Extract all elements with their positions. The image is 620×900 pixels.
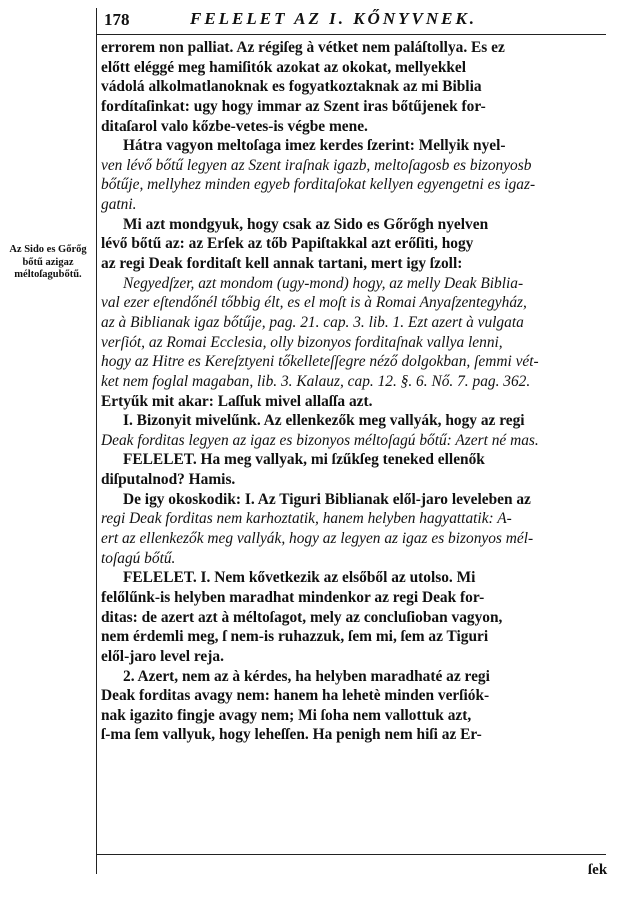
vertical-rule xyxy=(96,8,97,874)
text-line: lévő bőtű az: az Erſek az tőb Papiſtakkal azt erőſiti, hogy xyxy=(101,235,474,253)
text-line: gatni. xyxy=(101,196,137,214)
footer-rule xyxy=(96,854,606,855)
text-line: nak igazito fingje avagy nem; Mi ſoha nem vallottuk azt, xyxy=(101,706,472,724)
text-line: nem érdemli meg, ſ nem-is ruhazzuk, ſem mi, ſem az Tiguri xyxy=(101,628,489,646)
text-line: ket nem foglal magaban, lib. 3. Kalauz, cap. 12. §. 6. Nő. 7. pag. 362. xyxy=(101,372,531,390)
running-title: FELELET AZ I. KŐNYVNEK. xyxy=(190,9,478,28)
text-line: val ezer eſtendőnél tőbbig élt, es el moſt is à Romai Anyaſzentegyház, xyxy=(101,294,527,312)
catchword: ſek xyxy=(588,862,608,878)
margin-note: Az Sido es Gőrőg bőtű azigaz méltoſagubőtű. xyxy=(9,244,87,280)
text-line: fordítaſinkat: ugy hogy immar az Szent iras bőtűjenek for- xyxy=(101,97,486,115)
text-line: Negyedſzer, azt mondom (ugy-mond) hogy, az melly Deak Biblia- xyxy=(123,274,524,292)
text-line: ert az ellenkezők meg vallyák, hogy az legyen az igaz es bizonyos mél- xyxy=(101,530,534,548)
text-line: 2. Azert, nem az à kérdes, ha helyben maradhaté az regi xyxy=(123,667,490,685)
text-line: az à Biblianak igaz bőtűje, pag. 21. cap. 3. lib. 1. Ezt azert à vulgata xyxy=(101,313,524,331)
text-line: toſagú bőtű. xyxy=(101,549,176,567)
text-line: ſ-ma ſem vallyuk, hogy leheſſen. Ha penigh nem hiſi az Er- xyxy=(101,726,482,744)
text-line: FELELET. Ha meg vallyak, mi ſzűkſeg teneked ellenők xyxy=(123,451,485,469)
text-line: felőlűnk-is helyben maradhat mindenkor az regi Deak for- xyxy=(101,588,485,606)
text-line: errorem non palliat. Az régiſeg à vétket nem paláſtollya. Es ez xyxy=(101,39,505,56)
text-line: hogy az Hitre es Kereſztyeni tőkelleteſſegre néző dolgokban, ſemmi vét- xyxy=(101,353,539,371)
text-line: ditas: de azert azt à méltoſagot, mely az concluſioban vagyon, xyxy=(101,608,503,626)
header-rule xyxy=(96,34,606,35)
text-line: diſputalnod? Hamis. xyxy=(101,471,236,489)
text-line: elől-jaro level reja. xyxy=(101,647,224,665)
text-line: Mi azt mondgyuk, hogy csak az Sido es Gőrőgh nyelven xyxy=(123,215,489,233)
text-line: Hátra vagyon meltoſaga imez kerdes ſzerint: Mellyik nyel- xyxy=(123,137,506,155)
text-line: vádolá alkolmatlanoknak es fogyatkoztaknak az mi Biblia xyxy=(101,78,482,96)
text-line: előtt eléggé meg hamiſitók azokat az okokat, mellyekkel xyxy=(101,58,467,76)
text-line: De igy okoskodik: I. Az Tiguri Biblianak elől-jaro leveleben az xyxy=(123,490,531,508)
text-line: verſiót, az Romai Ecclesia, olly bizonyos forditaſnak vallya lenni, xyxy=(101,333,503,351)
text-line: regi Deak forditas nem karhoztatik, hanem helyben hagyattatik: A- xyxy=(101,510,512,528)
text-line: ditaſarol valo kőzbe-vetes-is végbe mene. xyxy=(101,117,368,135)
text-line: I. Bizonyit mivelűnk. Az ellenkezők meg vallyák, hogy az regi xyxy=(123,412,525,430)
text-line: FELELET. I. Nem kővetkezik az elsőből az utolso. Mi xyxy=(123,569,476,587)
text-line: Deak forditas legyen az igaz es bizonyos méltoſagú bőtű: Azert né mas. xyxy=(101,431,539,449)
body-text xyxy=(101,38,611,852)
text-line: Deak forditas avagy nem: hanem ha lehetè minden verſiók- xyxy=(101,687,490,705)
text-line: az regi Deak forditaſt kell annak tartani, mert igy ſzoll: xyxy=(101,255,463,273)
text-line: ven lévő bőtű legyen az Szent iraſnak igazb, meltoſagosb es bizonyosb xyxy=(101,156,532,174)
text-line: Ertyűk mit akar: Laſſuk mivel allaſſa azt. xyxy=(101,392,373,410)
text-line: bőtűje, mellyhez minden egyeb forditaſokat kellyen egyengetni es igaz- xyxy=(101,176,536,194)
page-number: 178 xyxy=(104,10,130,29)
